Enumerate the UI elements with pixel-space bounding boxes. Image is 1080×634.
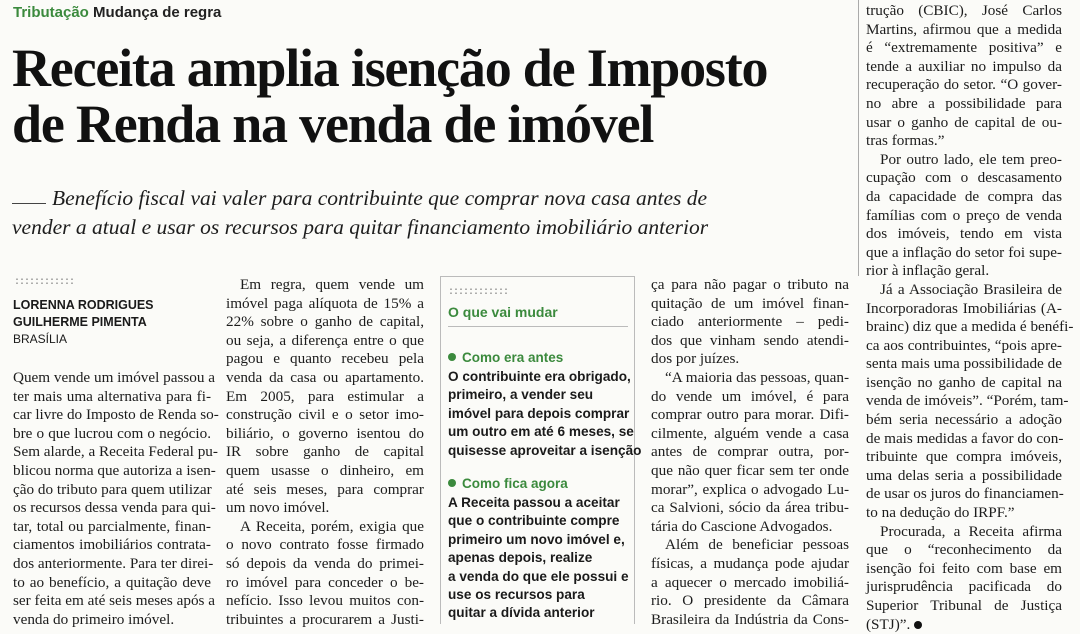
text-line: de usar os juros do financiamen- (866, 485, 1064, 503)
headline-line-2: de Renda na venda de imóvel (12, 94, 654, 154)
text-line: rior à inflação geral. (866, 262, 990, 280)
deck-line-2: vender a atual e usar os recursos para quitar financiamento imobiliário anterior (12, 215, 709, 239)
text-line: tária do Cascione Advogados. (651, 517, 833, 535)
text-line: A Receita passou a aceitar (448, 495, 620, 510)
text-line: ou seja, a diferença entre o que (226, 331, 424, 349)
byline-place: BRASÍLIA (13, 332, 68, 346)
text-line: use os recursos para (448, 587, 585, 603)
box-before-title (448, 350, 563, 365)
section-label: Tributação (13, 4, 89, 21)
text-line: ção do tributo para quem utilizar (13, 480, 212, 498)
byline-dots: :::::::::::: (14, 277, 75, 288)
text-line: apenas depois, realize (448, 550, 593, 566)
text-line: Em regra, quem vende um (240, 276, 424, 293)
text-line: biliário, o governo isentou do (226, 424, 424, 442)
text-line: isenção no ganho de capital na (866, 373, 1062, 391)
box-now-text (448, 494, 636, 623)
text-line: quem usasse o dinheiro, em (226, 461, 424, 479)
text-line: dos por juízes. (651, 350, 740, 368)
text-line: nefício. Isso levou muitos con- (226, 592, 424, 610)
text-line: tende a auxiliar no impulso da (866, 57, 1062, 75)
text-line: bém seria necessário a adoção (866, 411, 1062, 429)
text-line: car livre do Imposto de Renda so- (13, 406, 219, 424)
text-line: IR sobre ganho de capital (226, 443, 424, 461)
column-2 (226, 276, 424, 629)
text-line: isenção foi feito com base em (866, 559, 1062, 577)
text-line: dos imóveis, tendo em vista (866, 225, 1062, 243)
text-line: dos que vinham sendo atendi- (651, 331, 849, 349)
text-line: Além de beneficiar pessoas (665, 536, 849, 554)
text-line: famílias com o preço de venda (866, 206, 1062, 224)
text-line: é “extremamente positiva” e (866, 39, 1062, 57)
text-line: cupação com o descasamento (866, 169, 1062, 187)
box-title: O que vai mudar (448, 304, 558, 320)
text-line: to ao benefício, a quitação deve (13, 573, 211, 591)
box-now-title-text: Como fica agora (462, 476, 568, 491)
text-line: ter mais uma alternativa para fi- (13, 387, 211, 405)
end-mark-icon (914, 621, 922, 629)
text-line: do vende um imóvel, é para (651, 387, 849, 405)
text-line: O contribuinte era obrigado, (448, 369, 631, 384)
text-line: que não quer ficar sem ter onde (651, 461, 849, 479)
text-line: de mais medidas a favor do con- (866, 429, 1064, 447)
text-line: to na dedução do IRPF.” (866, 504, 1015, 522)
text-line: usar o ganho de capital de ou- (866, 113, 1062, 131)
box-before-text (448, 368, 642, 460)
text-line: senta mais uma possibilidade de (866, 355, 1062, 373)
text-line: ciado anteriormente – pedi- (651, 313, 849, 331)
deck (12, 184, 862, 242)
text-line: brainc) diz que a medida é benéfi- (866, 318, 1074, 336)
text-line: ro imóvel para conceder o be- (226, 573, 424, 591)
text-line: Procurada, a Receita afirma (880, 522, 1062, 540)
headline (12, 40, 862, 152)
text-line: primeiro um novo imóvel e, (448, 531, 625, 547)
kicker (13, 4, 221, 21)
text-line: até seis meses, para comprar (226, 480, 424, 498)
text-line: físicas, a mudança pode ajudar (651, 554, 849, 572)
text-line: Brasileira da Indústria da Cons- (651, 610, 849, 628)
text-line: os recursos dessa venda para qui- (13, 499, 216, 517)
text-line: o novo contrato fosse firmado (226, 536, 424, 554)
text-line: rio. O presidente da Câmara (651, 592, 849, 610)
text-line: só depois da venda do primei- (226, 554, 424, 572)
text-line: A Receita, porém, exigia que (240, 517, 424, 535)
text-line: Incorporadoras Imobiliárias (A- (866, 299, 1062, 317)
text-line: construção civil e o setor imo- (226, 406, 424, 424)
text-line: Superior Tribunal de Justiça (866, 597, 1062, 614)
text-line: venda da casa ou apartamento. (226, 368, 424, 386)
text-line: morar”, explica o advogado Lu- (651, 480, 849, 498)
text-line: Quem vende um imóvel passou a (13, 369, 216, 386)
text-line: da capacidade de compra das (866, 187, 1062, 205)
text-line: quisesse aproveitar a isenção (448, 442, 642, 458)
column-4 (651, 276, 849, 629)
headline-line-1: Receita amplia isenção de Imposto (12, 38, 768, 98)
text-line: quitar a dívida anterior (448, 605, 595, 621)
text-line: Já a Associação Brasileira de (880, 280, 1062, 298)
text-line: Sem alarde, a Receita Federal pu- (13, 443, 218, 461)
text-line: Por outro lado, ele tem preo- (880, 150, 1062, 168)
text-line: no abre a possibilidade para (866, 94, 1062, 112)
text-line: pagou e quanto recebeu pela (226, 350, 424, 368)
text-line: ciamentos imobiliários contrata- (13, 536, 211, 554)
box-now-title (448, 476, 568, 491)
text-line: cilmente, alguém vende a casa (651, 424, 849, 442)
text-line: trução (CBIC), José Carlos (866, 2, 1062, 19)
text-line: a venda do que ele possui e (448, 568, 629, 584)
text-line: a aquecer o mercado imobiliá- (651, 573, 849, 591)
text-line: 22% sobre o ganho de capital, (226, 313, 424, 331)
text-line: (STJ)”. (866, 616, 1062, 634)
text-line: jurisprudência pacificada do (866, 578, 1062, 596)
box-before-title-text: Como era antes (462, 350, 564, 365)
text-line: imóvel paga alíquota de 15% a (226, 294, 424, 312)
bullet-icon (448, 353, 456, 361)
deck-line-1: Benefício fiscal vai valer para contribuinte que comprar nova casa antes de (52, 186, 708, 210)
column-rule (858, 0, 859, 276)
text-line: tar, total ou parcialmente, finan- (13, 517, 211, 535)
text-line: “A maioria das pessoas, quan- (665, 368, 849, 386)
text-line: uma delas seria a possibilidade (866, 466, 1062, 484)
text-line: que a inflação do setor foi supe- (866, 243, 1062, 261)
author-2: GUILHERME PIMENTA (13, 315, 147, 329)
column-5 (866, 2, 1074, 634)
box-dots: :::::::::::: (448, 287, 509, 298)
text-line: que o contribuinte compre (448, 513, 620, 529)
text-line: tribuinte que compra imóveis, (866, 448, 1062, 466)
bullet-icon (448, 479, 456, 487)
text-line: ça para não pagar o tributo na (651, 276, 849, 293)
text-line: imóvel para depois comprar (448, 405, 630, 421)
column-1 (13, 369, 219, 629)
text-line: tribuintes a procurarem a Justi- (226, 610, 424, 628)
text-line: que o “reconhecimento da (866, 541, 1062, 559)
byline (13, 297, 154, 348)
text-line: tras formas.” (866, 132, 945, 150)
text-line: ser feita em até seis meses após a (13, 592, 215, 610)
text-line: blicou norma que autoriza a isen- (13, 461, 216, 479)
text-line: Em 2005, para estimular a (226, 387, 424, 405)
text-line: um outro em até 6 meses, se (448, 424, 634, 440)
text-line: antes de comprar outra, por- (651, 443, 849, 461)
text-line: quitação de um imóvel finan- (651, 294, 849, 312)
text-line: bre o que lucrou com o negócio. (13, 424, 211, 442)
text-line: ca aos contribuintes, “pois apre- (866, 336, 1062, 354)
text-line: primeiro, a vender seu (448, 387, 594, 403)
text-line: venda do primeiro imóvel. (13, 610, 175, 628)
text-line: dos anteriormente. Para ter direi- (13, 554, 214, 572)
text-line: ca Salvioni, sócio da área tribu- (651, 499, 849, 517)
text-line: um novo imóvel. (226, 499, 330, 517)
box-divider (448, 326, 628, 327)
text-line: comprar outro para morar. Difi- (651, 406, 849, 424)
text-line: recuperação do setor. “O gover- (866, 76, 1062, 94)
author-1: LORENNA RODRIGUES (13, 298, 154, 312)
text-line: Martins, afirmou que a medida (866, 20, 1062, 38)
text-line: venda de imóveis”. “Porém, tam- (866, 392, 1069, 410)
topic-label: Mudança de regra (93, 4, 222, 21)
